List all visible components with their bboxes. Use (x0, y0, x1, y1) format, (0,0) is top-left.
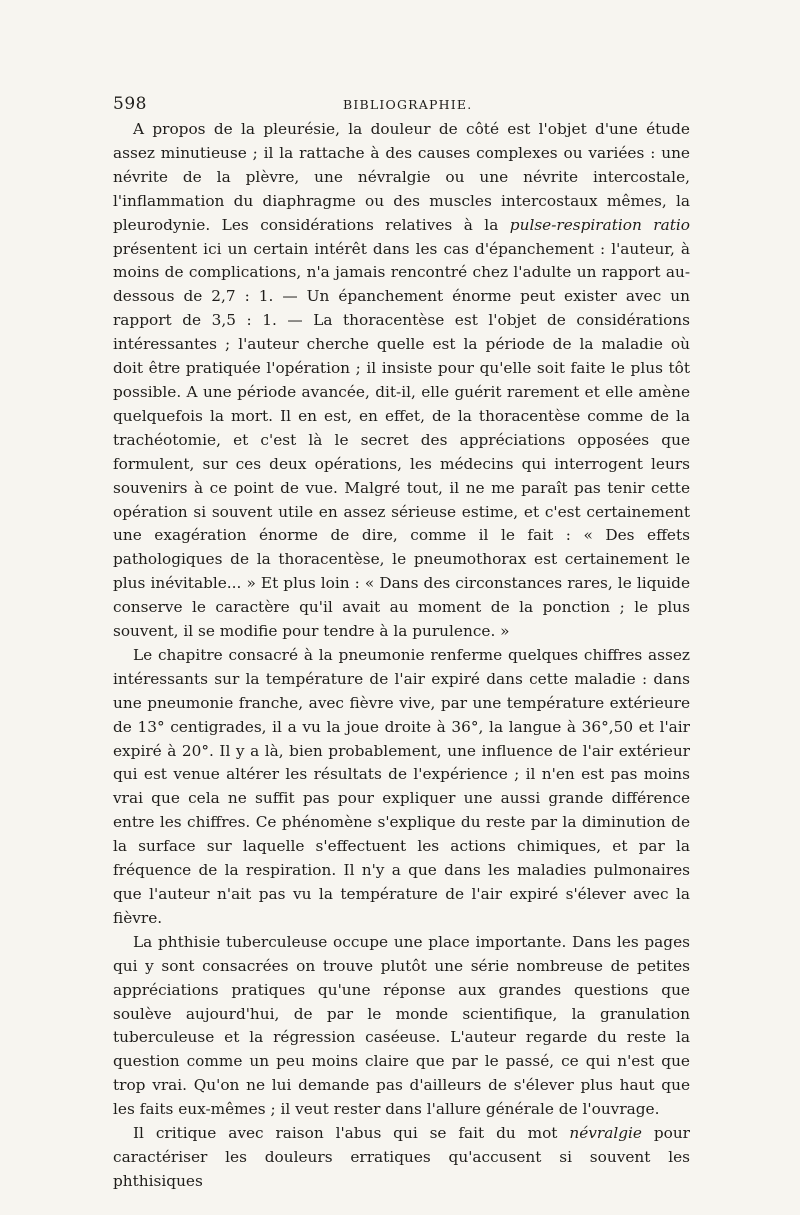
paragraph-neuralgia (113, 1122, 690, 1194)
text-run: La phthisie tuberculeuse occupe une place importante. Dans les pages qui y sont consacrées on trouve plutôt une série nombreuse de petites appréciations pratiques qu'une réponse aux grandes questions que soulève aujourd'hui, de par le monde scientifique, la granulation tuberculeuse et la régression caséeuse. L'auteur regarde du reste la question comme un peu moins claire que par le passé, ce qui n'est que trop vrai. Qu'on ne lui demande pas d'ailleurs de s'élever plus haut que les faits eux-mêmes ; il veut rester dans l'allure générale de l'ouvrage. (113, 932, 690, 1119)
italic-term: névralgie (569, 1124, 642, 1143)
text-run: Il critique avec raison l'abus qui se fait du mot (133, 1124, 570, 1143)
paragraph-phthisis (113, 931, 690, 1122)
book-page (113, 94, 690, 1194)
running-title: BIBLIOGRAPHIE. (343, 97, 473, 112)
body-text (113, 118, 690, 1194)
text-run: pour caractériser les douleurs erratiques qu'accusent si souvent les phthisiques (113, 1124, 690, 1190)
paragraph-pleurisy (113, 118, 690, 644)
page-header (113, 94, 690, 118)
text-run: Le chapitre consacré à la pneumonie renferme quelques chiffres assez intéressants sur la température de l'air expiré dans cette maladie : dans une pneumonie franche, avec fièvre vive, par une température extérieure de 13° centigrades, il a vu la joue droite à 36°, la langue à 36°,50 et l'air expiré à 20°. Il y a là, bien probablement, une influence de l'air extérieur qui est venue altérer les résultats de l'expérience ; il n'en est pas moins vrai que cela ne suffit pas pour expliquer une aussi grande différence entre les chiffres. Ce phénomène s'explique du reste par la diminution de la surface sur laquelle s'effectuent les actions chimiques, et par la fréquence de la respiration. Il n'y a que dans les maladies pulmonaires que l'auteur n'ait pas vu la température de l'air expiré s'élever avec la fièvre. (113, 645, 690, 927)
italic-term: pulse-respiration ratio (509, 215, 690, 234)
page-number: 598 (113, 94, 147, 114)
text-run: A propos de la pleurésie, la douleur de côté est l'objet d'une étude assez minutieuse ; il la rattache à des causes complexes ou variées : une névrite de la plèvre, une névralgie ou une névrite intercostale, l'inflammation du diaphragme ou des muscles intercostaux mêmes, la pleurodynie. Les considérations relatives à la (113, 120, 690, 234)
text-run: présentent ici un certain intérêt dans les cas d'épanchement : l'auteur, à moins de complications, n'a jamais rencontré chez l'adulte un rapport au-dessous de 2,7 : 1. — Un épanchement énorme peut exister avec un rapport de 3,5 : 1. — La thoracentèse est l'objet de considérations intéressantes ; l'auteur cherche quelle est la période de la maladie où doit être pratiquée l'opération ; il insiste pour qu'elle soit faite le plus tôt possible. A une période avancée, dit-il, elle guérit rarement et elle amène quelquefois la mort. Il en est, en effet, de la thoracentèse comme de la trachéotomie, et c'est là le secret des appréciations opposées que formulent, sur ces deux opérations, les médecins qui interrogent leurs souvenirs à ce point de vue. Malgré tout, il ne me paraît pas tenir cette opération si souvent utile en assez sérieuse estime, et c'est certainement une exagération énorme de dire, comme il le fait : « Des effets pathologiques de la thoracentèse, le pneumothorax est certainement le plus inévitable... » Et plus loin : « Dans des circonstances rares, le liquide conserve le caractère qu'il avait au moment de la ponction ; le plus souvent, il se modifie pour tendre à la purulence. » (113, 239, 690, 641)
paragraph-pneumonia (113, 644, 690, 931)
